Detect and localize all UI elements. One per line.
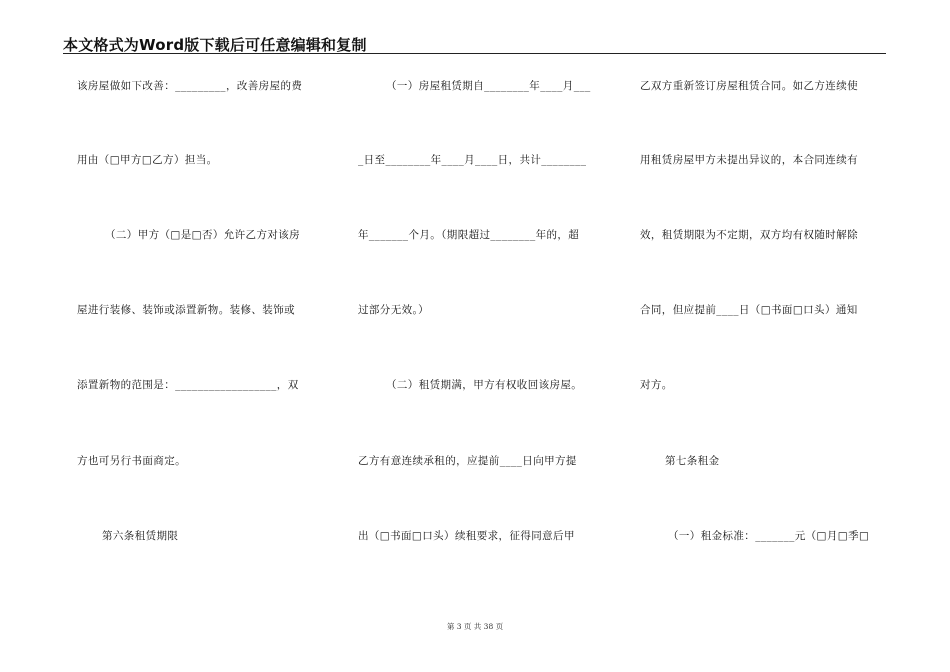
text-line: （二）甲方（□是□否）允许乙方对该房 [105, 229, 301, 241]
section-heading: 第七条租金 [665, 455, 720, 467]
text-line: 用租赁房屋甲方未提出异议的，本合同连续有 [640, 154, 858, 166]
text-line: 效，租赁期限为不定期，双方均有权随时解除 [640, 229, 858, 241]
text-line: 过部分无效。） [358, 304, 430, 316]
text-line: _日至________年____月____日，共计________ [358, 154, 587, 166]
document-header-title: 本文格式为Word版下载后可任意编辑和复制 [63, 36, 367, 54]
text-line: 方也可另行书面商定。 [77, 455, 186, 467]
section-heading: 第六条租赁期限 [102, 530, 179, 542]
text-line: 乙方有意连续承租的，应提前____日向甲方提 [358, 455, 577, 467]
text-column-left [77, 0, 319, 672]
text-line: （二）租赁期满，甲方有权收回该房屋。 [386, 379, 583, 391]
text-line: （一）房屋租赁期自________年____月___ [386, 80, 591, 92]
text-line: 对方。 [640, 379, 673, 391]
text-line: 添置新物的范围是：__________________，双 [77, 379, 299, 391]
text-line: 乙双方重新签订房屋租赁合同。如乙方连续使 [640, 80, 858, 92]
text-line: 出（□书面□口头）续租要求，征得同意后甲 [358, 530, 575, 542]
text-column-right [640, 0, 886, 672]
text-line: 用由（□甲方□乙方）担当。 [77, 154, 218, 166]
text-line: 该房屋做如下改善：_________，改善房屋的费 [77, 80, 303, 92]
page-number: 第 3 页 共 38 页 [446, 622, 504, 631]
text-line: （一）租金标准：_______元（□月□季□ [668, 530, 870, 542]
text-column-middle [358, 0, 606, 672]
text-line: 年_______个月。（期限超过________年的，超 [358, 229, 580, 241]
text-line: 屋进行装修、装饰或添置新物。装修、装饰或 [77, 304, 295, 316]
text-line: 合同，但应提前____日（□书面□口头）通知 [640, 304, 858, 316]
